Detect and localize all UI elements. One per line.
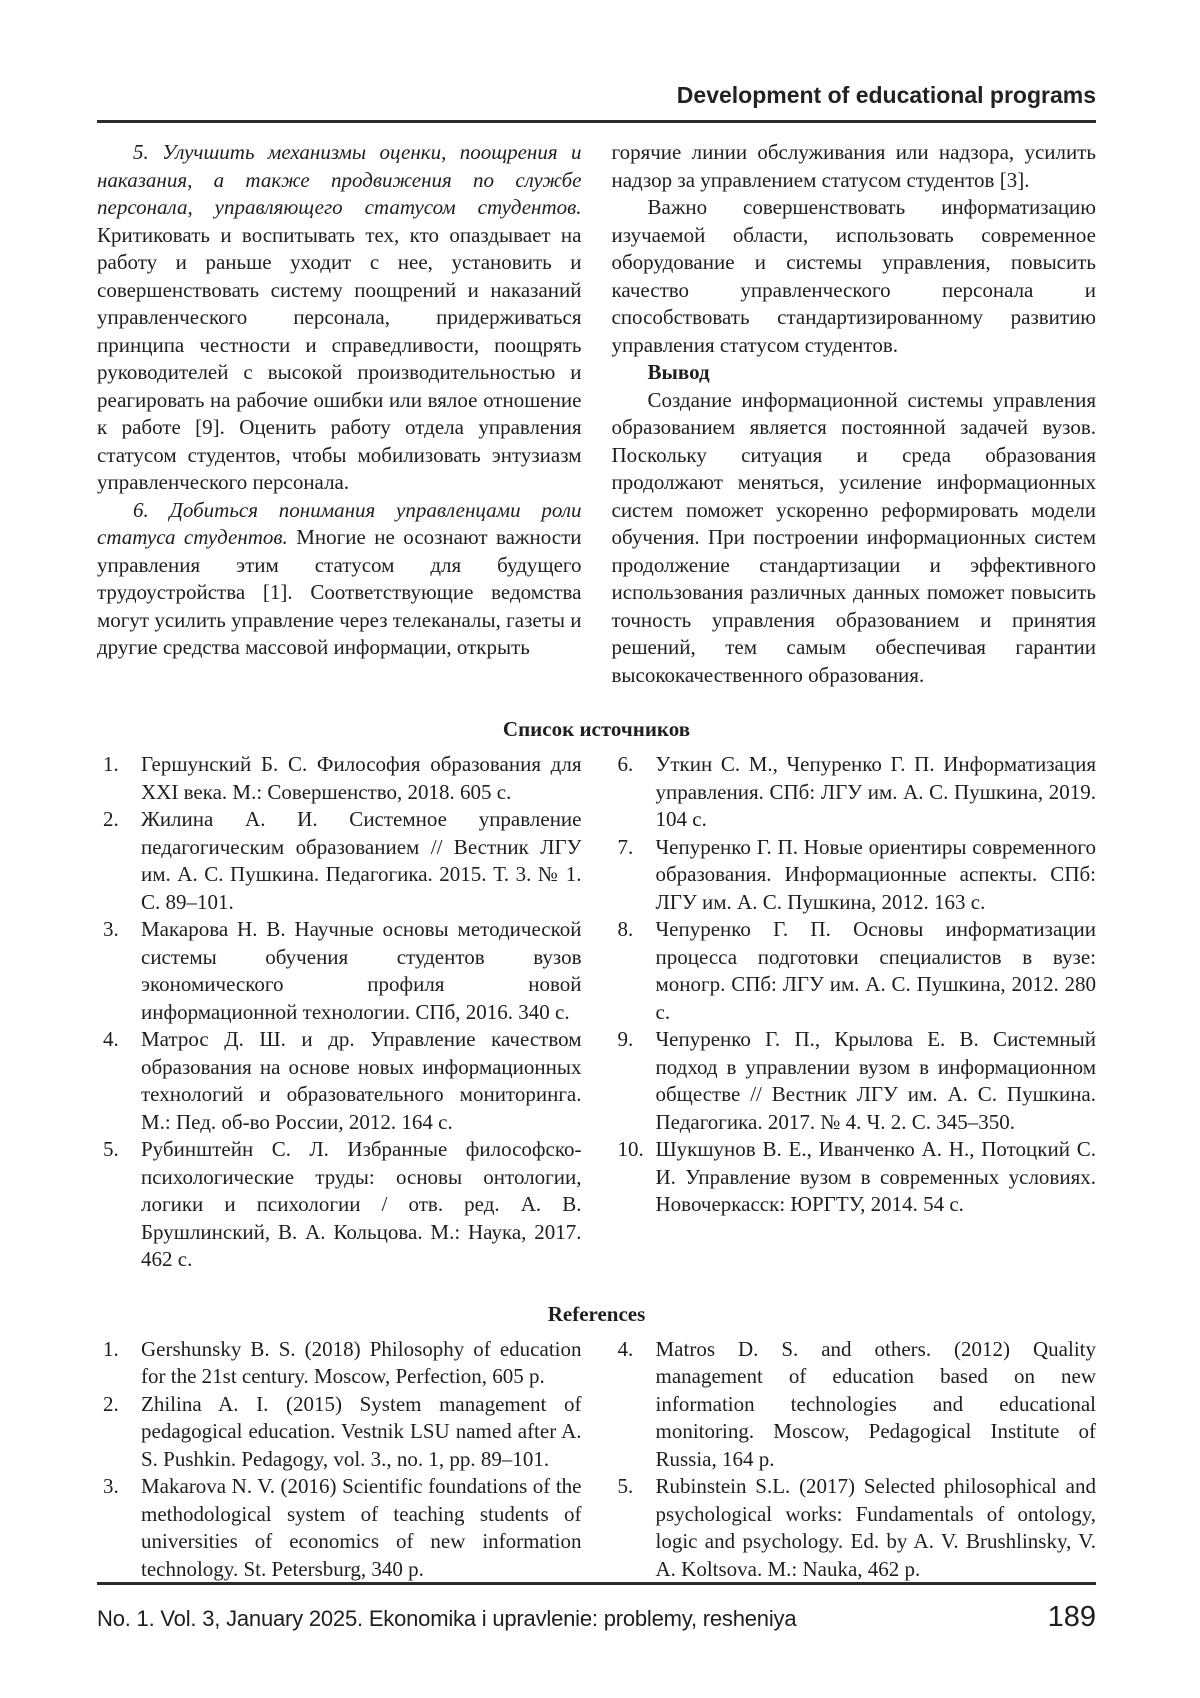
paragraph-lead-italic: 5. Улучшить механизмы оценки, поощрения и наказания, а также продвижения по службе персонала, управляющего статусом студентов. (97, 140, 582, 219)
paragraph: Важно совершенствовать информатизацию изучаемой области, использовать современное оборудование и системы управления, повысить качество управленческого персонала и способствовать стандартизированному развитию управления статусом студентов. (611, 195, 1096, 357)
item-number: 8. (617, 917, 634, 941)
item-number: 6. (617, 752, 634, 776)
source-item (97, 806, 582, 916)
source-item (612, 834, 1097, 917)
item-number: 4. (617, 1336, 634, 1361)
references-heading: References (547, 1301, 646, 1326)
item-text: Макарова Н. В. Научные основы методической системы обучения студентов вузов экономического профиля новой информационной технологии. СПб, 2016. 340 с. (141, 917, 582, 1024)
source-item (612, 1026, 1097, 1136)
item-number: 4. (103, 1027, 119, 1051)
page-footer (97, 1570, 1096, 1634)
item-number: 5. (617, 1474, 634, 1498)
paragraph-text: Критиковать и воспитывать тех, кто опаздывает на работу и раньше уходит с нее, установить и совершенствовать систему поощрений и наказаний управленческого персонала, придерживаться принципа честности и справедливости, поощрять руководителей с высокой производительностью и реагировать на рабочие ошибки или вялое отношение к работе [9]. Оценить работу отдела управления статусом студентов, чтобы мобилизовать энтузиазм управленческого персонала. (97, 222, 582, 494)
item-number: 2. (103, 1391, 119, 1416)
item-text: Чепуренко Г. П. Основы информатизации процесса подготовки специалистов в вузе: моногр. СПб: ЛГУ им. А. С. Пушкина, 2012. 280 с. (655, 917, 1096, 1024)
item-text: Rubinstein S.L. (2017) Selected philosophical and psychological works: Fundamentals of ontology, logic and psychology. Ed. by A. V. Brushlinsky, V. A. Koltsova. M.: Nauka, 462 p. (655, 1474, 1096, 1581)
item-number: 1. (103, 1336, 119, 1361)
item-number: 1. (103, 752, 119, 776)
reference-item (97, 1391, 582, 1474)
references-section (97, 1300, 1096, 1584)
references-left-column (97, 1336, 582, 1584)
body-columns (97, 139, 1096, 689)
source-item (97, 1026, 582, 1136)
item-text: Gershunsky B. S. (2018) Philosophy of education for the 21st century. Moscow, Perfection, 605 p. (141, 1336, 582, 1388)
source-item (97, 1136, 582, 1274)
conclusion-paragraph: Создание информационной системы управления образованием является постоянной задачей вузов. Поскольку ситуация и среда образования продолжают меняться, усиление информационных систем поможет ускоренно реформировать модели обучения. При построении информационных систем продолжение стандартизации и эффективного использования различных данных поможет повысить точность управления образованием и принятия решений, тем самым обеспечивая гарантии высококачественного образования. (611, 387, 1096, 687)
item-text: Рубинштейн С. Л. Избранные философско-психологические труды: основы онтологии, логики и психологии / отв. ред. А. В. Брушлинский, В. А. Кольцова. М.: Наука, 2017. 462 с. (141, 1137, 582, 1271)
reference-item (97, 1336, 582, 1391)
item-text: Чепуренко Г. П. Новые ориентиры современного образования. Информационные аспекты. СПб: ЛГУ им. А. С. Пушкина, 2012. 163 с. (655, 834, 1096, 914)
references-right-column (612, 1336, 1097, 1584)
page-number: 189 (1047, 1601, 1096, 1633)
footer-row (97, 1601, 1096, 1634)
paragraph (97, 139, 582, 497)
item-number: 5. (103, 1137, 119, 1161)
source-item (97, 751, 582, 806)
item-text: Матрос Д. Ш. и др. Управление качеством образования на основе новых информационных технологий и образовательного мониторинга. М.: Пед. об-во России, 2012. 164 с. (141, 1027, 582, 1134)
item-number: 7. (617, 834, 634, 859)
paragraph-lead-italic: 6. Добиться понимания управленцами роли статуса студентов. (97, 497, 582, 549)
header-rule (97, 120, 1096, 123)
source-item (612, 1136, 1097, 1219)
paragraph (97, 497, 582, 662)
source-item (97, 916, 582, 1026)
item-number: 2. (103, 807, 119, 831)
item-number: 9. (617, 1027, 634, 1051)
paragraph-text: Многие не осознают важности управления этим статусом для будущего трудоустройства [1]. Соответствующие ведомства могут усилить управление через телеканалы, газеты и другие средства массовой информации, открыть (97, 525, 582, 659)
item-text: Zhilina A. I. (2015) System management of pedagogical education. Vestnik LSU named after A. S. Pushkin. Pedagogy, vol. 3., no. 1, pp. 89–101. (141, 1391, 582, 1471)
source-item (612, 751, 1097, 834)
right-column (612, 139, 1097, 689)
sources-heading: Список источников (502, 717, 691, 741)
conclusion-heading: Вывод (647, 360, 710, 384)
journal-info: No. 1. Vol. 3, January 2025. Ekonomika i upravlenie: problemy, resheniya (97, 1606, 797, 1631)
paragraph: горячие линии обслуживания или надзора, усилить надзор за управлением статусом студентов [3]. (611, 140, 1096, 192)
item-text: Шукшунов В. Е., Иванченко А. Н., Потоцкий С. И. Управление вузом в современных условиях. Новочеркасск: ЮРГТУ, 2014. 54 с. (655, 1137, 1096, 1216)
item-number: 3. (103, 917, 119, 941)
item-text: Уткин С. М., Чепуренко Г. П. Информатизация управления. СПб: ЛГУ им. А. С. Пушкина, 2019. 104 с. (655, 752, 1096, 831)
source-item (612, 916, 1097, 1026)
reference-item (612, 1473, 1097, 1583)
item-text: Гершунский Б. С. Философия образования для XXI века. М.: Совершенство, 2018. 605 с. (141, 752, 582, 804)
reference-item (612, 1336, 1097, 1474)
sources-left-column (97, 751, 582, 1274)
running-head: Development of educational programs (676, 82, 1096, 108)
sources-right-column (612, 751, 1097, 1274)
reference-item (97, 1473, 582, 1583)
item-number: 3. (103, 1474, 119, 1498)
item-text: Чепуренко Г. П., Крылова Е. В. Системный подход в управлении вузом в информационном обществе // Вестник ЛГУ им. А. С. Пушкина. Педагогика. 2017. № 4. Ч. 2. С. 345–350. (655, 1027, 1096, 1134)
sources-section (97, 715, 1096, 1274)
item-text: Matros D. S. and others. (2012) Quality management of education based on new information technologies and educational monitoring. Moscow, Pedagogical Institute of Russia, 164 p. (655, 1336, 1096, 1471)
item-text: Жилина А. И. Системное управление педагогическим образованием // Вестник ЛГУ им. А. С. Пушкина. Педагогика. 2015. Т. 3. № 1. С. 89–101. (141, 807, 582, 914)
item-text: Makarova N. V. (2016) Scientific foundations of the methodological system of teaching students of universities of economics of new information technology. St. Petersburg, 340 p. (141, 1474, 582, 1581)
item-number: 10. (617, 1137, 644, 1161)
left-column (97, 139, 582, 689)
references-columns (97, 1336, 1096, 1584)
sources-columns (97, 751, 1096, 1274)
footer-rule (97, 1582, 1096, 1585)
